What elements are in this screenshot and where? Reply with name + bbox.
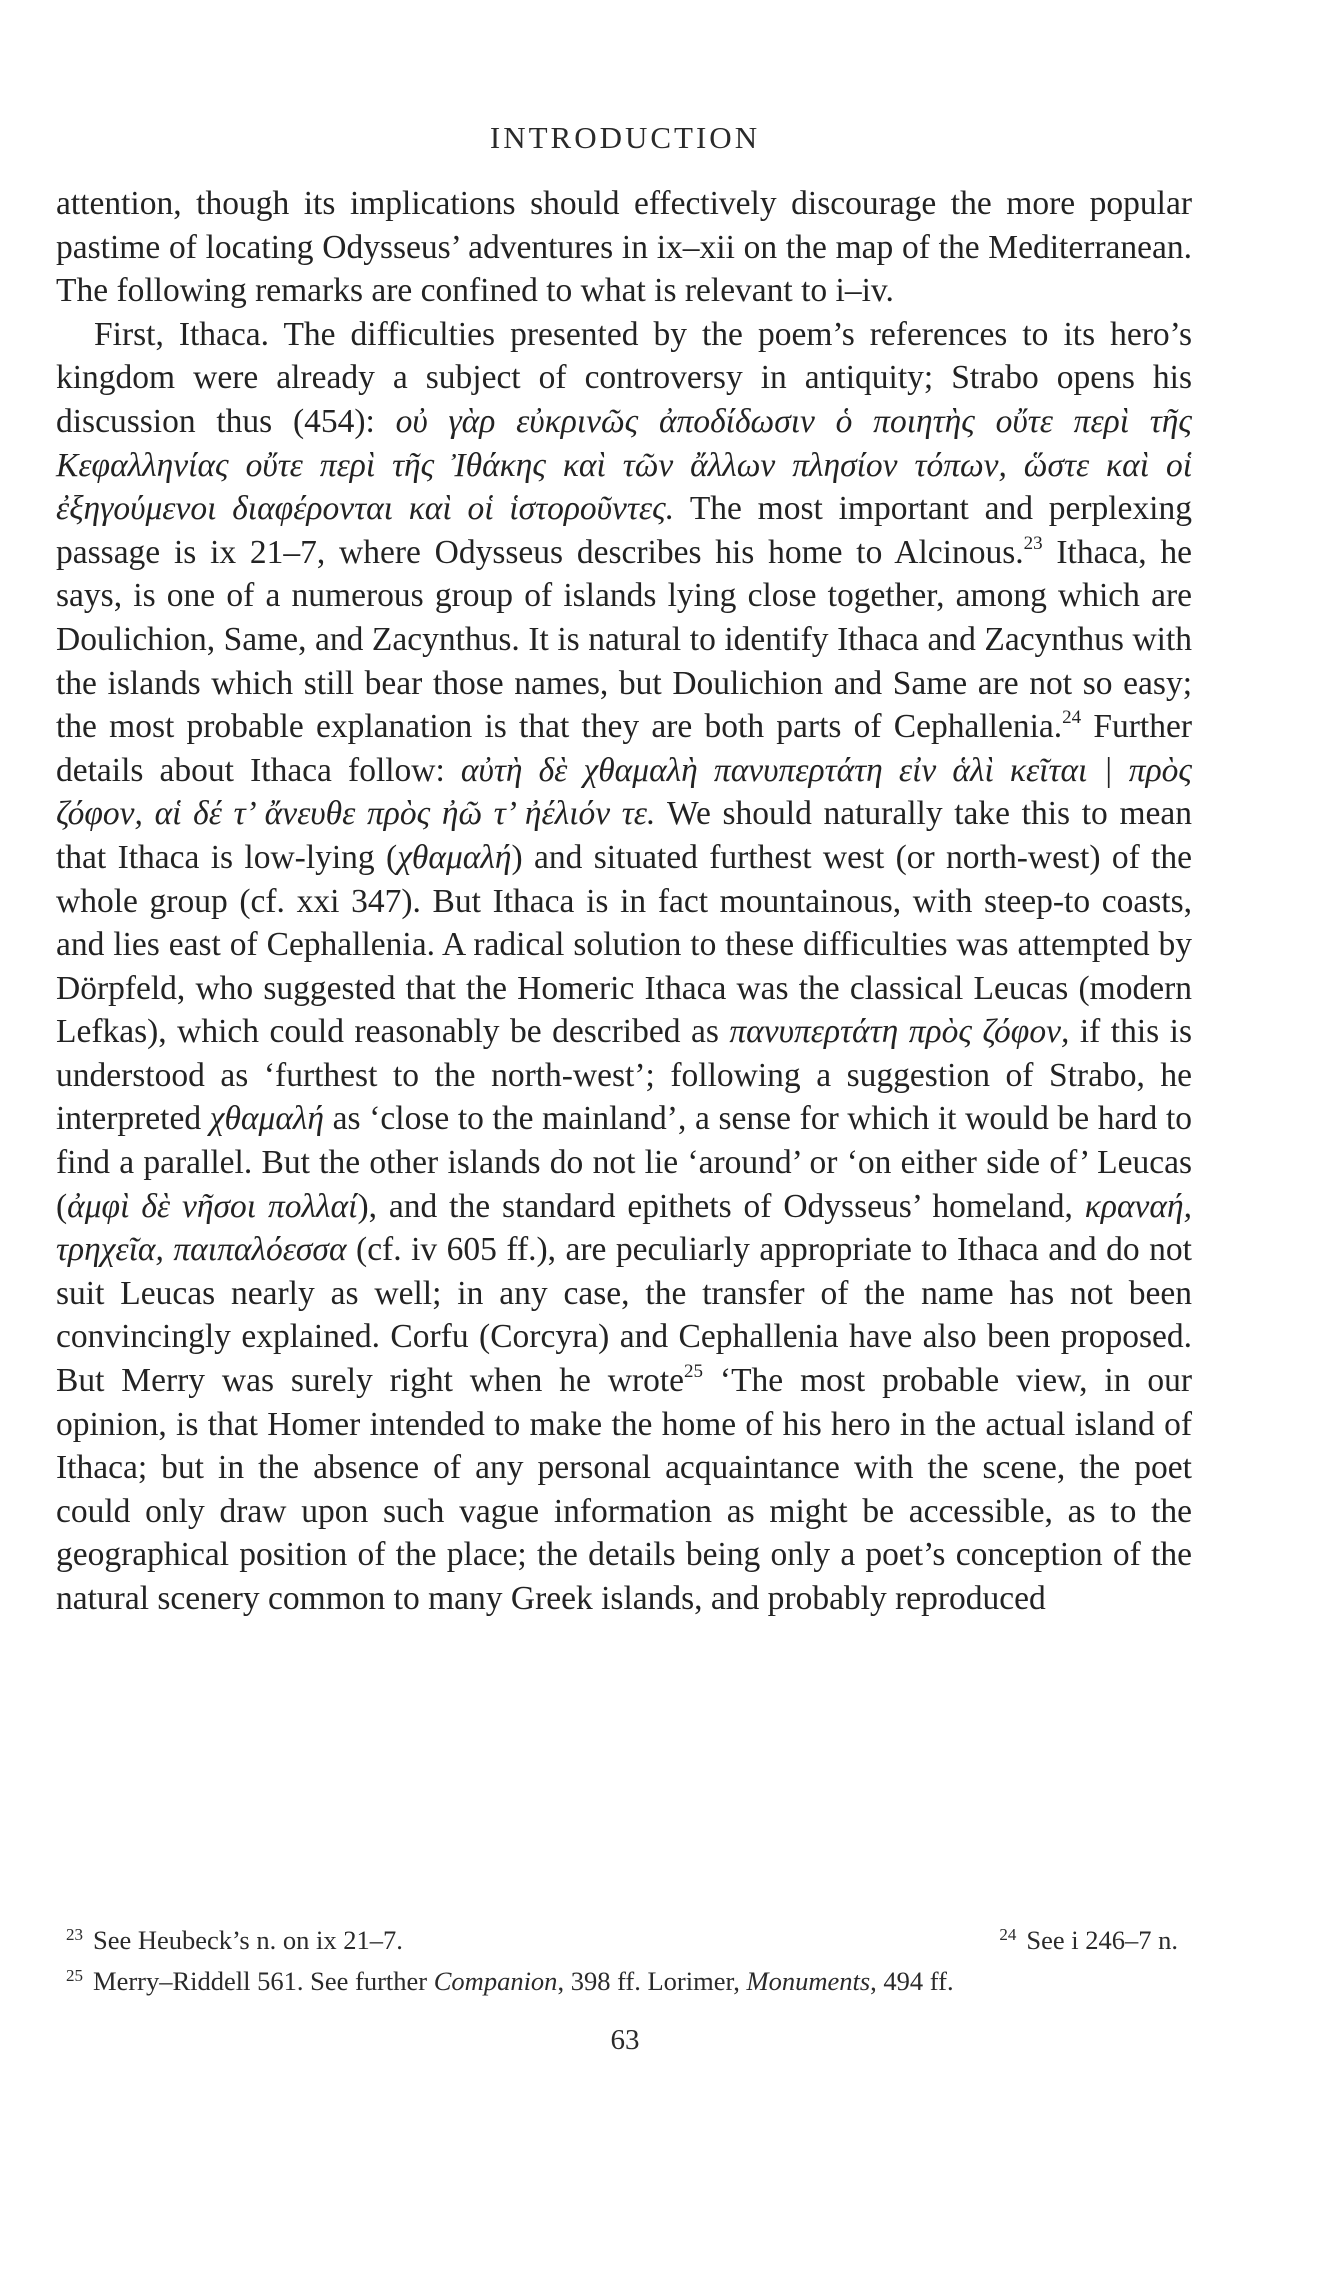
footnote-ref-23[interactable]: 23 bbox=[1023, 532, 1043, 554]
greek-term: ἀμφὶ δὲ νῆσοι πολλαί bbox=[67, 1187, 358, 1225]
text-run: ) and situated furthest west (or north-west) of the whole group (cf. xxi 347). But Ithaca is in fact mountainous, with steep-to coasts, and lies east of Cephallenia. A radical solution to these difficulties was attempted by Dörpfeld, who suggested that the Homeric Ithaca was the classical Leucas (modern Lefkas), which could reasonably be described as bbox=[56, 838, 1192, 1051]
footnote-text: See i 246–7 n. bbox=[1026, 1925, 1178, 1955]
text-run: Further details about Ithaca follow: bbox=[56, 708, 1193, 789]
footnote-text: , 398 ff. Lorimer, bbox=[557, 1966, 747, 1996]
footnote-title: Monuments bbox=[746, 1966, 871, 1996]
greek-quotation-odyssey: αὐτὴ δὲ χθαμαλὴ πανυπερτάτη εἰν ἁλὶ κεῖται | πρὸς ζόφον, αἱ δέ τ’ ἄνευθε πρὸς ἠῶ τ’ ἠέλιόν τε. bbox=[56, 751, 1192, 833]
greek-quotation-strabo: οὐ γὰρ εὐκρινῶς ἀποδίδωσιν ὁ ποιητὴς οὔτε περὶ τῆς Κεφαλληνίας οὔτε περὶ τῆς Ἰθάκης καὶ τῶν ἄλλων πλησίον τόπων, ὥστε καὶ οἱ ἐξηγούμενοι διαφέρονται καὶ οἱ ἱστοροῦντες. bbox=[56, 402, 1192, 528]
footnote-ref-24[interactable]: 24 bbox=[1062, 707, 1082, 729]
main-text bbox=[56, 182, 1192, 1621]
text-run: as ‘close to the mainland’, a sense for which it would be hard to find a parallel. But the other islands do not lie ‘around’ or ‘on either side of’ Leucas ( bbox=[56, 1100, 1192, 1225]
footnote-24 bbox=[999, 1917, 1192, 1958]
footnote-mark: 24 bbox=[999, 1925, 1017, 1944]
page-number: 63 bbox=[610, 2024, 640, 2056]
text-run: First, Ithaca. The difficulties presented by the poem’s references to its hero’s kingdom were already a subject of controversy in antiquity; Strabo opens his discussion thus (454): bbox=[56, 315, 1192, 440]
text-run: The most important and perplexing passage is ix 21–7, where Odysseus describes his home to Alcinous. bbox=[56, 490, 1192, 571]
paragraph-1: attention, though its implications should effectively discourage the more popular pastime of locating Odysseus’ adventures in ix–xii on the map of the Mediterranean. The following remarks are confined to what is relevant to i–iv. bbox=[56, 185, 1192, 310]
footnote-text: See Heubeck’s n. on ix 21–7. bbox=[93, 1925, 403, 1955]
footnote-row bbox=[56, 1917, 1192, 1958]
text-run: Ithaca, he says, is one of a numerous group of islands lying close together, among which are Doulichion, Same, and Zacynthus. It is natural to identify Ithaca and Zacynthus with the islands which still bear those names, but Doulichion and Same are not so easy; the most probable explanation is that they are both parts of Cephallenia. bbox=[56, 533, 1192, 746]
text-run: We should naturally take this to mean that Ithaca is low-lying ( bbox=[56, 795, 1193, 876]
running-head: INTRODUCTION bbox=[489, 120, 761, 155]
greek-epithets: κραναή, τρηχεῖα, παιπαλόεσσα bbox=[56, 1187, 1192, 1269]
footnote-25 bbox=[56, 1958, 1192, 1999]
footnote-mark: 25 bbox=[66, 1966, 83, 1985]
greek-term: χθαμαλή bbox=[397, 838, 512, 876]
footnote-mark: 23 bbox=[66, 1925, 83, 1944]
greek-term: χθαμαλή bbox=[209, 1100, 325, 1138]
paragraph-2 bbox=[56, 313, 1192, 1621]
footnote-ref-25[interactable]: 25 bbox=[684, 1361, 704, 1383]
text-run: if this is understood as ‘furthest to the north-west’; following a suggestion of Strabo, he interpreted bbox=[56, 1013, 1192, 1138]
footnotes bbox=[56, 1917, 1192, 1999]
footnote-23 bbox=[66, 1917, 403, 1958]
footnote-text: , 494 ff. bbox=[870, 1966, 954, 1996]
greek-term: πανυπερτάτη πρὸς ζόφον, bbox=[729, 1013, 1070, 1051]
text-run: (cf. iv 605 ff.), are peculiarly appropriate to Ithaca and do not suit Leucas nearly as well; in any case, the transfer of the name has not been convincingly explained. Corfu (Corcyra) and Cephallenia have also been proposed. But Merry was surely right when he wrote bbox=[56, 1231, 1192, 1400]
footnote-text: Merry–Riddell 561. See further bbox=[93, 1966, 434, 1996]
text-run: ‘The most probable view, in our opinion, is that Homer intended to make the home of his hero in the actual island of Ithaca; but in the absence of any personal acquaintance with the scene, the poet could only draw upon such vague information as might be accessible, as to the geographical position of the place; the details being only a poet’s conception of the natural scenery common to many Greek islands, and probably reproduced bbox=[56, 1362, 1193, 1617]
text-run: ), and the standard epithets of Odysseus’ homeland, bbox=[357, 1187, 1085, 1225]
footnote-title: Companion bbox=[433, 1966, 558, 1996]
